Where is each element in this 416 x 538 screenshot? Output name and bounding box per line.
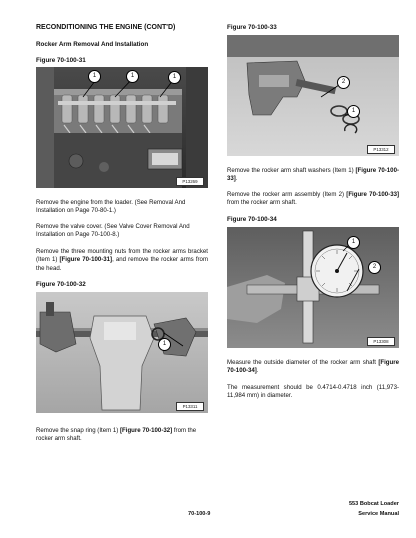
callout-1: 1 (168, 71, 181, 84)
footer-model: 553 Bobcat Loader (348, 501, 399, 507)
figure-reference: [Figure 70-100-34] (227, 359, 399, 375)
figure-33-photo (227, 35, 399, 156)
callout-1: 1 (347, 236, 360, 249)
callout-1: 1 (158, 338, 171, 351)
callout-1: 1 (347, 105, 360, 118)
figure-reference: [Figure 70-100-32] (120, 427, 173, 434)
footer-manual: Service Manual (358, 511, 399, 517)
figure-reference: [Figure 70-100-31] (59, 256, 113, 264)
step-remove-shaft-washers: Remove the rocker arm shaft washers (Item 1) [Figure 70-100-33]. (227, 167, 399, 183)
figure-33-code: P13312 (367, 145, 395, 154)
figure-34-code: P13308 (367, 337, 395, 346)
figure-33-label: Figure 70-100-33 (227, 24, 277, 31)
step-remove-valve-cover: Remove the valve cover. (See Valve Cover Removal And Installation on Page 70-100-8.) (36, 223, 190, 239)
step-remove-snap-ring: Remove the snap ring (Item 1) [Figure 70-100-32] from the rocker arm shaft. (36, 427, 197, 443)
section-title: RECONDITIONING THE ENGINE (CONT'D) (36, 24, 176, 31)
figure-32-code: P13311 (176, 402, 204, 411)
figure-31-code: P13269 (176, 177, 204, 186)
step-remove-engine: Remove the engine from the loader. (See Removal And Installation on Page 70-80-1.) (36, 199, 186, 215)
callout-2: 2 (337, 76, 350, 89)
figure-31-label: Figure 70-100-31 (36, 57, 86, 64)
figure-34-label: Figure 70-100-34 (227, 216, 277, 223)
callout-1: 1 (126, 70, 139, 83)
callout-1: 1 (88, 70, 101, 83)
figure-31-photo (36, 67, 208, 188)
page-number: 70-100-9 (188, 511, 211, 517)
callout-2: 2 (368, 261, 381, 274)
step-remove-rocker-assembly: Remove the rocker arm assembly (Item 2) [Figure 70-100-33] from the rocker arm shaft. (227, 191, 399, 207)
figure-reference: [Figure 70-100-33] (227, 167, 399, 183)
figure-32-label: Figure 70-100-32 (36, 281, 86, 288)
step-measure-shaft: Measure the outside diameter of the rocker arm shaft [Figure 70-100-34]. (227, 359, 399, 375)
subsection-title: Rocker Arm Removal And Installation (36, 41, 149, 48)
figure-reference: [Figure 70-100-33] (346, 191, 399, 198)
step-remove-mounting-nuts: Remove the three mounting nuts from the rocker arms bracket (Item 1) [Figure 70-100-31], and remove the rocker arms from the head. (36, 248, 209, 272)
figure-34-photo (227, 227, 399, 348)
figure-32-photo (36, 292, 208, 413)
measurement-spec: The measurement should be 0.4714-0.4718 inch (11,973-11,984 mm) in diameter. (227, 384, 399, 400)
